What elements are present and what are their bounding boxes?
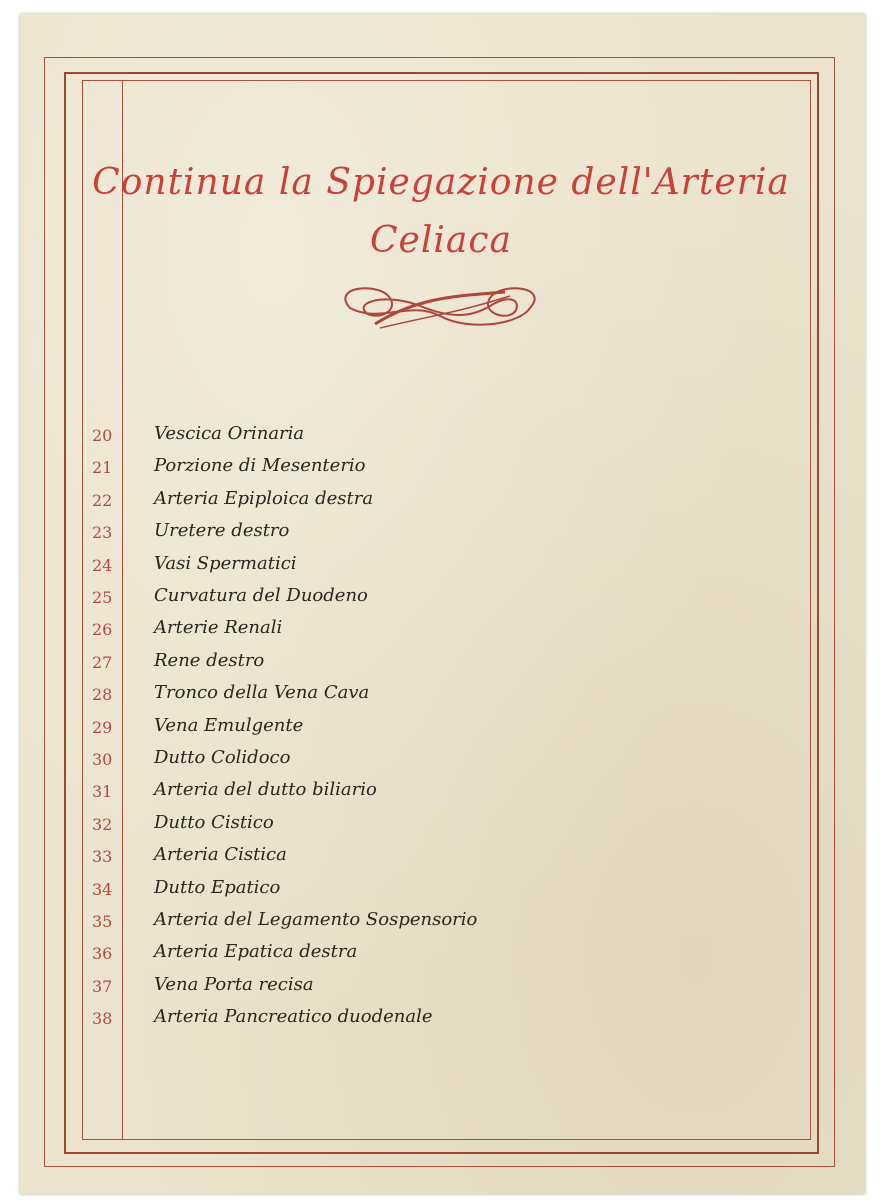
entry-number: 29 <box>92 717 113 737</box>
list-item <box>0 420 600 452</box>
list-item <box>0 517 600 549</box>
entry-label: Vasi Spermatici <box>154 552 297 574</box>
list-item <box>0 647 600 679</box>
entry-label: Dutto Epatico <box>154 876 281 898</box>
list-item <box>0 614 600 646</box>
entry-number: 37 <box>92 976 113 996</box>
entry-label: Dutto Colidoco <box>154 747 291 768</box>
list-item <box>0 452 600 484</box>
list-item <box>0 874 600 906</box>
entry-number: 25 <box>92 588 113 607</box>
page-title-line-1: Continua la Spiegazione dell'Arteria <box>92 162 790 203</box>
entry-number: 36 <box>92 944 113 964</box>
entry-number: 34 <box>92 879 113 899</box>
entry-label: Vena Emulgente <box>154 714 304 736</box>
entry-number: 23 <box>92 523 113 543</box>
list-item <box>0 1003 600 1035</box>
entry-label: Arteria del Legamento Sospensorio <box>154 909 478 930</box>
list-item <box>0 938 600 970</box>
entry-number: 38 <box>92 1009 113 1029</box>
entry-label: Vena Porta recisa <box>154 973 314 995</box>
entry-label: Rene destro <box>154 649 265 671</box>
list-item <box>0 679 600 711</box>
entry-number: 22 <box>92 490 113 510</box>
list-item <box>0 712 600 744</box>
list-item <box>0 744 600 776</box>
list-item <box>0 809 600 841</box>
entry-label: Arteria Cistica <box>154 844 287 866</box>
entry-number: 31 <box>92 782 113 802</box>
entry-label: Porzione di Mesenterio <box>154 455 366 477</box>
entry-label: Uretere destro <box>154 520 290 542</box>
entry-label: Arterie Renali <box>154 617 283 639</box>
entry-number: 27 <box>92 652 113 672</box>
list-item <box>0 776 600 808</box>
list-item <box>0 841 600 873</box>
entry-label: Dutto Cistico <box>154 811 274 833</box>
entry-label: Arteria Epatica destra <box>154 941 358 963</box>
entry-number: 28 <box>92 685 113 705</box>
calligraphic-flourish-icon <box>320 276 560 340</box>
entry-label: Arteria Epiploica destra <box>154 487 374 509</box>
entry-label: Tronco della Vena Cava <box>154 682 370 704</box>
entry-number: 33 <box>92 847 113 867</box>
entry-number: 32 <box>92 814 113 834</box>
entry-number: 26 <box>92 620 113 640</box>
entry-label: Arteria Pancreatico duodenale <box>154 1006 433 1028</box>
entry-label: Arteria del dutto biliario <box>154 779 377 801</box>
list-item <box>0 582 600 614</box>
entry-number: 21 <box>92 458 113 478</box>
list-item <box>0 550 600 582</box>
page-title-line-2: Celiaca <box>370 220 512 261</box>
entry-number: 20 <box>92 426 113 445</box>
entry-label: Vescica Orinaria <box>154 423 305 444</box>
entry-label: Curvatura del Duodeno <box>154 585 368 606</box>
list-item <box>0 971 600 1003</box>
entry-number: 24 <box>92 555 113 575</box>
entry-number: 35 <box>92 912 113 931</box>
list-item <box>0 906 600 938</box>
list-item <box>0 485 600 517</box>
entry-number: 30 <box>92 750 113 769</box>
